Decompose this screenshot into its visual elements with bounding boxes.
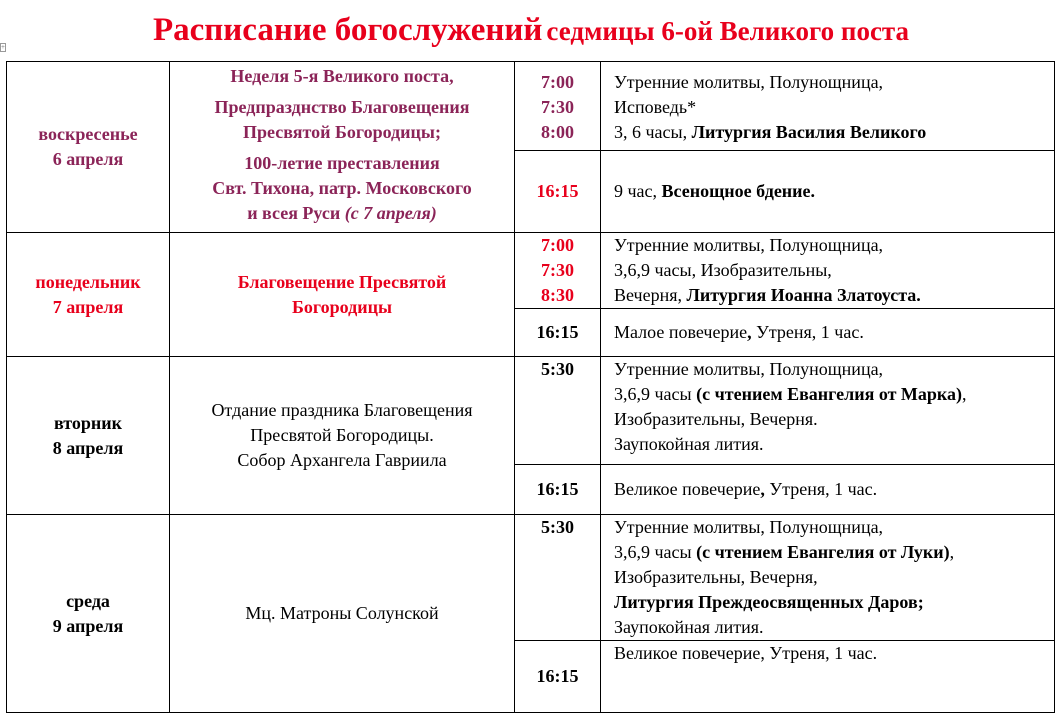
feast-cell xyxy=(170,233,515,357)
service-highlight: (с чтением Евангелия от Луки) xyxy=(696,542,950,562)
feast-line: Предпразднство Благовещения xyxy=(214,97,470,117)
service-line: Утренние молитвы, Полунощница, xyxy=(614,235,884,255)
time-cell xyxy=(515,233,601,309)
service-time: 8:30 xyxy=(541,285,574,305)
service-line: Утренние молитвы, Полунощница, xyxy=(614,359,884,379)
service-line: Утренние молитвы, Полунощница, xyxy=(614,72,884,92)
day-name: воскресенье xyxy=(38,124,138,144)
feast-text: и всея Руси xyxy=(247,203,341,223)
service-comma: , xyxy=(747,322,752,342)
time-cell xyxy=(515,151,601,233)
service-time: 7:00 xyxy=(541,72,574,92)
day-date: 7 апреля xyxy=(52,296,124,317)
service-time: 16:15 xyxy=(536,666,579,686)
day-cell xyxy=(7,62,170,233)
day-date: 8 апреля xyxy=(52,437,124,458)
feast-line: Отдание праздника Благовещения xyxy=(211,400,473,420)
service-line xyxy=(614,283,1054,308)
table-row xyxy=(7,233,1055,309)
service-cell xyxy=(601,515,1055,641)
day-date: 9 апреля xyxy=(52,615,124,636)
table-row xyxy=(7,62,1055,151)
feast-cell xyxy=(170,357,515,515)
time-cell xyxy=(515,515,601,641)
page-title xyxy=(0,12,1062,49)
table-anchor-icon[interactable]: + xyxy=(1,43,5,51)
schedule-table xyxy=(6,61,1055,713)
day-date: 6 апреля xyxy=(52,149,124,169)
service-comma: , xyxy=(760,479,765,499)
feast-line xyxy=(170,201,514,226)
day-name: среда xyxy=(66,590,110,611)
service-cell xyxy=(601,62,1055,151)
title-main: Расписание богослужений xyxy=(152,12,543,48)
service-time: 5:30 xyxy=(541,517,574,537)
service-text: , xyxy=(949,542,955,562)
service-cell xyxy=(601,233,1055,309)
day-name: вторник xyxy=(53,412,122,433)
time-cell xyxy=(515,357,601,465)
day-name: понедельник xyxy=(35,271,141,292)
title-sub: седмицы 6-ой Великого поста xyxy=(546,16,910,46)
table-row xyxy=(7,515,1055,641)
service-time: 8:00 xyxy=(541,122,574,142)
service-time: 16:15 xyxy=(536,181,579,201)
service-highlight: Всенощное бдение. xyxy=(661,181,816,201)
service-line: Изобразительны, Вечерня. xyxy=(614,409,818,429)
service-cell xyxy=(601,465,1055,515)
service-text: , xyxy=(962,384,967,404)
feast-line: Богородицы xyxy=(291,296,393,317)
day-cell xyxy=(7,515,170,713)
service-time: 7:30 xyxy=(541,260,574,280)
service-text: 3,6,9 часы xyxy=(614,542,692,562)
service-highlight: (с чтением Евангелия от Марка) xyxy=(696,384,963,404)
service-cell xyxy=(601,151,1055,233)
feast-line: Неделя 5-я Великого поста, xyxy=(230,66,454,86)
service-cell xyxy=(601,357,1055,465)
service-text: Малое повечерие xyxy=(614,322,748,342)
service-text: 3, 6 часы, xyxy=(614,122,688,142)
service-time: 5:30 xyxy=(541,359,574,379)
service-line: Изобразительны, Вечерня, xyxy=(614,567,818,587)
service-line xyxy=(614,382,1054,407)
service-text: 9 час, xyxy=(614,181,658,201)
feast-line: Благовещение Пресвятой xyxy=(237,271,447,292)
service-line xyxy=(614,120,1054,145)
time-cell xyxy=(515,465,601,515)
time-cell xyxy=(515,309,601,357)
service-cell xyxy=(601,641,1055,713)
time-cell xyxy=(515,62,601,151)
service-line xyxy=(614,540,1054,565)
day-cell xyxy=(7,357,170,515)
service-time: 7:30 xyxy=(541,97,574,117)
service-time: 16:15 xyxy=(536,322,579,342)
service-text: Утреня, 1 час. xyxy=(764,479,878,499)
feast-line: 100-летие преставления xyxy=(244,153,440,173)
service-line: Литургия Преждеосвященных Даров; xyxy=(614,592,924,612)
service-line: Исповедь* xyxy=(614,97,697,117)
service-text: Великое повечерие xyxy=(614,479,761,499)
service-time: 7:00 xyxy=(541,235,574,255)
service-cell xyxy=(601,309,1055,357)
service-text: Вечерня, xyxy=(614,285,683,305)
service-text: Утреня, 1 час. xyxy=(751,322,864,342)
feast-line: Свт. Тихона, патр. Московского xyxy=(212,178,472,198)
service-text: Великое повечерие, Утреня, 1 час. xyxy=(614,643,878,663)
service-line: Заупокойная лития. xyxy=(614,617,764,637)
feast-cell xyxy=(170,62,515,233)
feast-note: (с 7 апреля) xyxy=(344,203,437,223)
feast-line: Мц. Матроны Солунской xyxy=(245,603,439,623)
table-row xyxy=(7,357,1055,465)
service-highlight: Литургия Иоанна Златоуста. xyxy=(686,285,921,305)
feast-cell xyxy=(170,515,515,713)
feast-line: Пресвятой Богородицы. xyxy=(250,425,434,445)
service-highlight: Литургия Василия Великого xyxy=(691,122,927,142)
service-line: Утренние молитвы, Полунощница, xyxy=(614,517,884,537)
service-time: 16:15 xyxy=(536,479,579,499)
time-cell xyxy=(515,641,601,713)
service-text: 3,6,9 часы xyxy=(614,384,692,404)
day-cell xyxy=(7,233,170,357)
feast-line: Собор Архангела Гавриила xyxy=(237,450,447,470)
feast-line: Пресвятой Богородицы; xyxy=(243,122,441,142)
service-line: Заупокойная лития. xyxy=(614,434,764,454)
service-line: 3,6,9 часы, Изобразительны, xyxy=(614,260,832,280)
